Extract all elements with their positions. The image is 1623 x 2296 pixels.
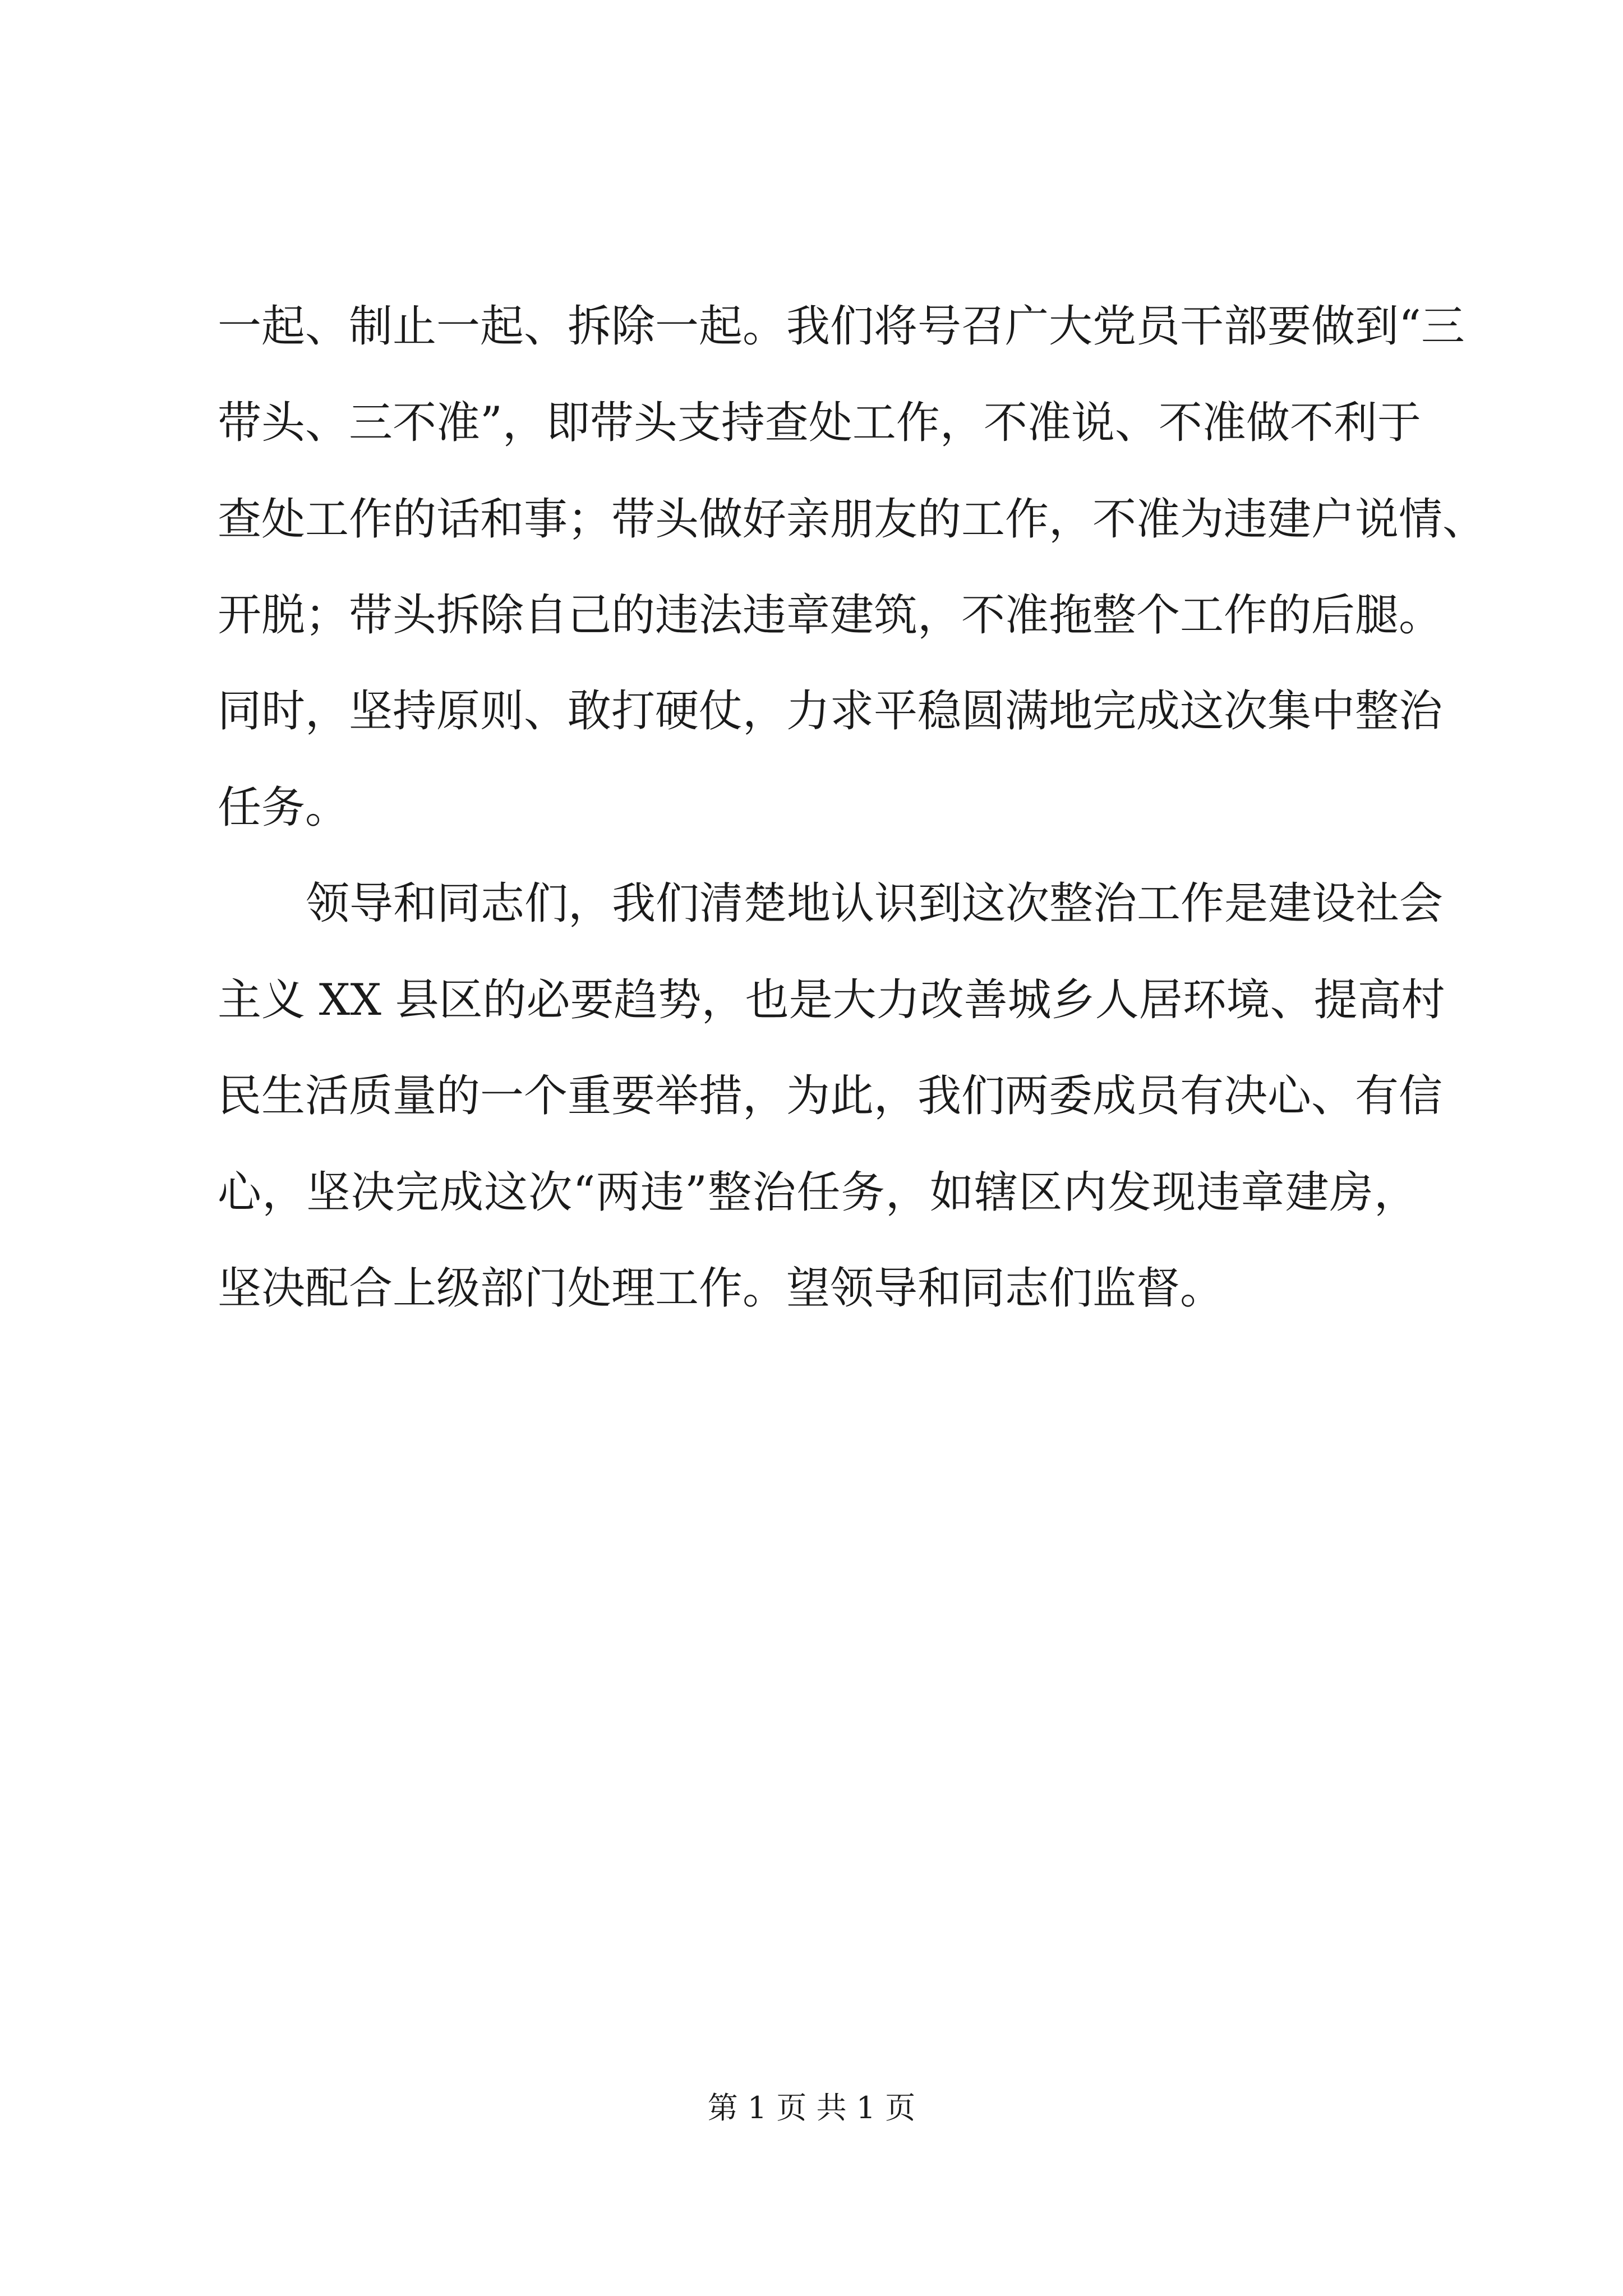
paragraph-line: 带头、三不准”，即带头支持查处工作，不准说、不准做不利于 (218, 398, 1421, 448)
paragraph-line: 民生活质量的一个重要举措，为此，我们两委成员有决心、有信 (218, 1071, 1443, 1121)
paragraph-line: 查处工作的话和事；带头做好亲朋友的工作，不准为违建户说情、 (218, 494, 1487, 545)
paragraph-line: 主义 XX 县区的必要趋势，也是大力改善城乡人居环境、提高村 (218, 975, 1445, 1025)
paragraph-line: 任务。 (218, 783, 349, 833)
paragraph-line: 同时，坚持原则、敢打硬仗，力求平稳圆满地完成这次集中整治 (218, 686, 1443, 737)
paragraph-line: 心，坚决完成这次“两违”整治任务，如辖区内发现违章建房， (218, 1167, 1418, 1218)
paragraph-line: 坚决配合上级部门处理工作。望领导和同志们监督。 (218, 1263, 1224, 1314)
page-footer: 第 1 页 共 1 页 (707, 2090, 916, 2125)
paragraph-line: 开脱；带头拆除自己的违法违章建筑，不准拖整个工作的后腿。 (218, 590, 1443, 641)
paragraph-line: 一起、制止一起、拆除一起。我们将号召广大党员干部要做到“三 (218, 301, 1465, 352)
paragraph-line: 领导和同志们，我们清楚地认识到这次整治工作是建设社会 (306, 878, 1444, 929)
